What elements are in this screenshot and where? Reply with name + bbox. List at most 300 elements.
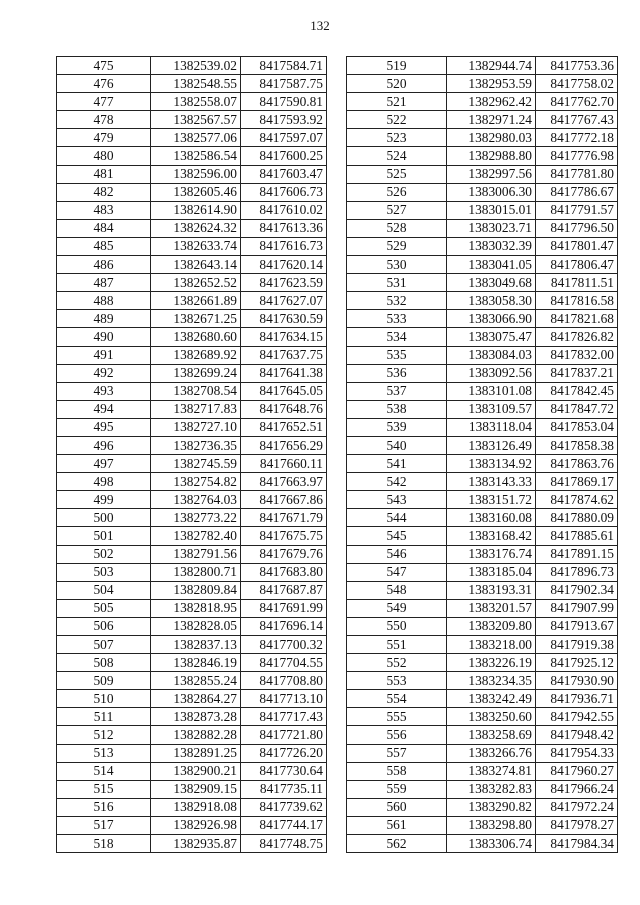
y-coordinate: 8417667.86 xyxy=(241,491,327,509)
table-row xyxy=(57,762,327,780)
table-row xyxy=(347,111,618,129)
x-coordinate: 1383185.04 xyxy=(447,563,536,581)
x-coordinate: 1382782.40 xyxy=(151,527,241,545)
y-coordinate: 8417660.11 xyxy=(241,455,327,473)
point-number: 495 xyxy=(57,418,151,436)
point-number: 555 xyxy=(347,708,447,726)
point-number: 519 xyxy=(347,57,447,75)
x-coordinate: 1383290.82 xyxy=(447,798,536,816)
point-number: 491 xyxy=(57,346,151,364)
point-number: 518 xyxy=(57,835,151,853)
x-coordinate: 1382680.60 xyxy=(151,328,241,346)
table-row xyxy=(57,219,327,237)
y-coordinate: 8417606.73 xyxy=(241,183,327,201)
y-coordinate: 8417885.61 xyxy=(536,527,618,545)
x-coordinate: 1383176.74 xyxy=(447,545,536,563)
y-coordinate: 8417837.21 xyxy=(536,364,618,382)
point-number: 500 xyxy=(57,509,151,527)
x-coordinate: 1382633.74 xyxy=(151,237,241,255)
y-coordinate: 8417791.57 xyxy=(536,201,618,219)
x-coordinate: 1382652.52 xyxy=(151,274,241,292)
table-row xyxy=(57,237,327,255)
point-number: 550 xyxy=(347,617,447,635)
x-coordinate: 1383015.01 xyxy=(447,201,536,219)
x-coordinate: 1382689.92 xyxy=(151,346,241,364)
x-coordinate: 1382586.54 xyxy=(151,147,241,165)
table-row xyxy=(347,599,618,617)
y-coordinate: 8417593.92 xyxy=(241,111,327,129)
x-coordinate: 1382727.10 xyxy=(151,418,241,436)
y-coordinate: 8417675.75 xyxy=(241,527,327,545)
point-number: 478 xyxy=(57,111,151,129)
y-coordinate: 8417858.38 xyxy=(536,436,618,454)
x-coordinate: 1382800.71 xyxy=(151,563,241,581)
y-coordinate: 8417704.55 xyxy=(241,654,327,672)
point-number: 488 xyxy=(57,292,151,310)
table-row xyxy=(57,563,327,581)
y-coordinate: 8417786.67 xyxy=(536,183,618,201)
table-row xyxy=(57,835,327,853)
table-row xyxy=(347,256,618,274)
point-number: 484 xyxy=(57,219,151,237)
x-coordinate: 1383226.19 xyxy=(447,654,536,672)
x-coordinate: 1383126.49 xyxy=(447,436,536,454)
x-coordinate: 1382953.59 xyxy=(447,75,536,93)
x-coordinate: 1382855.24 xyxy=(151,672,241,690)
x-coordinate: 1382614.90 xyxy=(151,201,241,219)
table-row xyxy=(57,672,327,690)
point-number: 553 xyxy=(347,672,447,690)
x-coordinate: 1382736.35 xyxy=(151,436,241,454)
table-row xyxy=(347,816,618,834)
x-coordinate: 1383250.60 xyxy=(447,708,536,726)
table-row xyxy=(57,183,327,201)
x-coordinate: 1382971.24 xyxy=(447,111,536,129)
x-coordinate: 1383282.83 xyxy=(447,780,536,798)
table-row xyxy=(57,726,327,744)
y-coordinate: 8417826.82 xyxy=(536,328,618,346)
point-number: 535 xyxy=(347,346,447,364)
x-coordinate: 1382548.55 xyxy=(151,75,241,93)
x-coordinate: 1383160.08 xyxy=(447,509,536,527)
y-coordinate: 8417869.17 xyxy=(536,473,618,491)
point-number: 546 xyxy=(347,545,447,563)
point-number: 509 xyxy=(57,672,151,690)
y-coordinate: 8417663.97 xyxy=(241,473,327,491)
x-coordinate: 1382926.98 xyxy=(151,816,241,834)
table-row xyxy=(347,744,618,762)
x-coordinate: 1382873.28 xyxy=(151,708,241,726)
x-coordinate: 1383118.04 xyxy=(447,418,536,436)
point-number: 554 xyxy=(347,690,447,708)
point-number: 492 xyxy=(57,364,151,382)
point-number: 525 xyxy=(347,165,447,183)
y-coordinate: 8417880.09 xyxy=(536,509,618,527)
table-row xyxy=(347,382,618,400)
point-number: 515 xyxy=(57,780,151,798)
x-coordinate: 1383151.72 xyxy=(447,491,536,509)
point-number: 561 xyxy=(347,816,447,834)
y-coordinate: 8417597.07 xyxy=(241,129,327,147)
point-number: 533 xyxy=(347,310,447,328)
y-coordinate: 8417721.80 xyxy=(241,726,327,744)
x-coordinate: 1383092.56 xyxy=(447,364,536,382)
table-row xyxy=(347,509,618,527)
x-coordinate: 1382671.25 xyxy=(151,310,241,328)
point-number: 487 xyxy=(57,274,151,292)
table-row xyxy=(57,798,327,816)
y-coordinate: 8417683.80 xyxy=(241,563,327,581)
y-coordinate: 8417627.07 xyxy=(241,292,327,310)
y-coordinate: 8417744.17 xyxy=(241,816,327,834)
point-number: 557 xyxy=(347,744,447,762)
x-coordinate: 1383266.76 xyxy=(447,744,536,762)
point-number: 559 xyxy=(347,780,447,798)
point-number: 511 xyxy=(57,708,151,726)
y-coordinate: 8417652.51 xyxy=(241,418,327,436)
table-row xyxy=(347,581,618,599)
coordinates-table-left xyxy=(56,56,327,853)
point-number: 479 xyxy=(57,129,151,147)
table-row xyxy=(347,436,618,454)
table-row xyxy=(347,147,618,165)
point-number: 504 xyxy=(57,581,151,599)
point-number: 493 xyxy=(57,382,151,400)
table-row xyxy=(347,473,618,491)
table-row xyxy=(347,346,618,364)
y-coordinate: 8417972.24 xyxy=(536,798,618,816)
point-number: 541 xyxy=(347,455,447,473)
y-coordinate: 8417679.76 xyxy=(241,545,327,563)
y-coordinate: 8417984.34 xyxy=(536,835,618,853)
point-number: 523 xyxy=(347,129,447,147)
table-row xyxy=(347,310,618,328)
x-coordinate: 1382754.82 xyxy=(151,473,241,491)
x-coordinate: 1382891.25 xyxy=(151,744,241,762)
x-coordinate: 1382605.46 xyxy=(151,183,241,201)
x-coordinate: 1382837.13 xyxy=(151,636,241,654)
table-row xyxy=(57,581,327,599)
x-coordinate: 1383023.71 xyxy=(447,219,536,237)
point-number: 556 xyxy=(347,726,447,744)
y-coordinate: 8417739.62 xyxy=(241,798,327,816)
point-number: 481 xyxy=(57,165,151,183)
x-coordinate: 1382900.21 xyxy=(151,762,241,780)
point-number: 543 xyxy=(347,491,447,509)
y-coordinate: 8417753.36 xyxy=(536,57,618,75)
x-coordinate: 1383134.92 xyxy=(447,455,536,473)
x-coordinate: 1383193.31 xyxy=(447,581,536,599)
point-number: 483 xyxy=(57,201,151,219)
point-number: 502 xyxy=(57,545,151,563)
y-coordinate: 8417616.73 xyxy=(241,237,327,255)
x-coordinate: 1382558.07 xyxy=(151,93,241,111)
point-number: 528 xyxy=(347,219,447,237)
table-row xyxy=(57,129,327,147)
y-coordinate: 8417891.15 xyxy=(536,545,618,563)
y-coordinate: 8417610.02 xyxy=(241,201,327,219)
x-coordinate: 1382596.00 xyxy=(151,165,241,183)
table-row xyxy=(347,274,618,292)
table-row xyxy=(347,57,618,75)
table-row xyxy=(57,75,327,93)
point-number: 508 xyxy=(57,654,151,672)
table-row xyxy=(347,237,618,255)
table-row xyxy=(57,690,327,708)
point-number: 540 xyxy=(347,436,447,454)
point-number: 480 xyxy=(57,147,151,165)
point-number: 560 xyxy=(347,798,447,816)
y-coordinate: 8417758.02 xyxy=(536,75,618,93)
x-coordinate: 1382699.24 xyxy=(151,364,241,382)
y-coordinate: 8417847.72 xyxy=(536,400,618,418)
x-coordinate: 1383306.74 xyxy=(447,835,536,853)
point-number: 522 xyxy=(347,111,447,129)
table-row xyxy=(347,527,618,545)
y-coordinate: 8417735.11 xyxy=(241,780,327,798)
point-number: 510 xyxy=(57,690,151,708)
y-coordinate: 8417832.00 xyxy=(536,346,618,364)
y-coordinate: 8417821.68 xyxy=(536,310,618,328)
y-coordinate: 8417620.14 xyxy=(241,256,327,274)
table-row xyxy=(57,346,327,364)
x-coordinate: 1382717.83 xyxy=(151,400,241,418)
table-row xyxy=(57,780,327,798)
y-coordinate: 8417842.45 xyxy=(536,382,618,400)
x-coordinate: 1382944.74 xyxy=(447,57,536,75)
table-row xyxy=(347,418,618,436)
point-number: 521 xyxy=(347,93,447,111)
table-row xyxy=(57,509,327,527)
x-coordinate: 1383041.05 xyxy=(447,256,536,274)
table-row xyxy=(57,292,327,310)
table-row xyxy=(57,274,327,292)
y-coordinate: 8417919.38 xyxy=(536,636,618,654)
point-number: 524 xyxy=(347,147,447,165)
x-coordinate: 1383274.81 xyxy=(447,762,536,780)
table-row xyxy=(347,545,618,563)
y-coordinate: 8417874.62 xyxy=(536,491,618,509)
table-row xyxy=(57,816,327,834)
x-coordinate: 1382962.42 xyxy=(447,93,536,111)
table-row xyxy=(57,328,327,346)
y-coordinate: 8417978.27 xyxy=(536,816,618,834)
table-row xyxy=(347,491,618,509)
point-number: 547 xyxy=(347,563,447,581)
table-row xyxy=(57,636,327,654)
table-row xyxy=(347,201,618,219)
point-number: 490 xyxy=(57,328,151,346)
x-coordinate: 1383143.33 xyxy=(447,473,536,491)
x-coordinate: 1382935.87 xyxy=(151,835,241,853)
x-coordinate: 1383209.80 xyxy=(447,617,536,635)
y-coordinate: 8417656.29 xyxy=(241,436,327,454)
point-number: 520 xyxy=(347,75,447,93)
x-coordinate: 1383049.68 xyxy=(447,274,536,292)
point-number: 476 xyxy=(57,75,151,93)
x-coordinate: 1382809.84 xyxy=(151,581,241,599)
table-row xyxy=(57,165,327,183)
point-number: 514 xyxy=(57,762,151,780)
y-coordinate: 8417907.99 xyxy=(536,599,618,617)
point-number: 506 xyxy=(57,617,151,635)
table-row xyxy=(347,636,618,654)
point-number: 513 xyxy=(57,744,151,762)
table-row xyxy=(57,473,327,491)
y-coordinate: 8417730.64 xyxy=(241,762,327,780)
table-row xyxy=(57,744,327,762)
table-row xyxy=(347,708,618,726)
y-coordinate: 8417637.75 xyxy=(241,346,327,364)
y-coordinate: 8417902.34 xyxy=(536,581,618,599)
point-number: 527 xyxy=(347,201,447,219)
table-row xyxy=(57,455,327,473)
point-number: 558 xyxy=(347,762,447,780)
table-row xyxy=(347,617,618,635)
point-number: 551 xyxy=(347,636,447,654)
y-coordinate: 8417806.47 xyxy=(536,256,618,274)
y-coordinate: 8417717.43 xyxy=(241,708,327,726)
x-coordinate: 1382773.22 xyxy=(151,509,241,527)
point-number: 494 xyxy=(57,400,151,418)
x-coordinate: 1382661.89 xyxy=(151,292,241,310)
y-coordinate: 8417691.99 xyxy=(241,599,327,617)
point-number: 517 xyxy=(57,816,151,834)
x-coordinate: 1383032.39 xyxy=(447,237,536,255)
x-coordinate: 1383075.47 xyxy=(447,328,536,346)
y-coordinate: 8417696.14 xyxy=(241,617,327,635)
coordinates-table-right xyxy=(346,56,618,853)
table-row xyxy=(57,491,327,509)
y-coordinate: 8417603.47 xyxy=(241,165,327,183)
table-row xyxy=(57,527,327,545)
y-coordinate: 8417613.36 xyxy=(241,219,327,237)
x-coordinate: 1382997.56 xyxy=(447,165,536,183)
point-number: 529 xyxy=(347,237,447,255)
x-coordinate: 1383084.03 xyxy=(447,346,536,364)
y-coordinate: 8417925.12 xyxy=(536,654,618,672)
table-row xyxy=(347,165,618,183)
point-number: 482 xyxy=(57,183,151,201)
table-row xyxy=(347,183,618,201)
y-coordinate: 8417811.51 xyxy=(536,274,618,292)
point-number: 545 xyxy=(347,527,447,545)
point-number: 537 xyxy=(347,382,447,400)
point-number: 512 xyxy=(57,726,151,744)
x-coordinate: 1382567.57 xyxy=(151,111,241,129)
table-row xyxy=(347,726,618,744)
y-coordinate: 8417801.47 xyxy=(536,237,618,255)
point-number: 534 xyxy=(347,328,447,346)
y-coordinate: 8417954.33 xyxy=(536,744,618,762)
table-row xyxy=(347,292,618,310)
y-coordinate: 8417700.32 xyxy=(241,636,327,654)
x-coordinate: 1382918.08 xyxy=(151,798,241,816)
x-coordinate: 1382624.32 xyxy=(151,219,241,237)
point-number: 532 xyxy=(347,292,447,310)
x-coordinate: 1382828.05 xyxy=(151,617,241,635)
point-number: 485 xyxy=(57,237,151,255)
table-row xyxy=(347,690,618,708)
point-number: 497 xyxy=(57,455,151,473)
x-coordinate: 1383234.35 xyxy=(447,672,536,690)
y-coordinate: 8417645.05 xyxy=(241,382,327,400)
table-row xyxy=(347,400,618,418)
y-coordinate: 8417776.98 xyxy=(536,147,618,165)
y-coordinate: 8417960.27 xyxy=(536,762,618,780)
y-coordinate: 8417896.73 xyxy=(536,563,618,581)
x-coordinate: 1383218.00 xyxy=(447,636,536,654)
y-coordinate: 8417762.70 xyxy=(536,93,618,111)
table-row xyxy=(347,129,618,147)
y-coordinate: 8417687.87 xyxy=(241,581,327,599)
y-coordinate: 8417590.81 xyxy=(241,93,327,111)
y-coordinate: 8417796.50 xyxy=(536,219,618,237)
x-coordinate: 1382818.95 xyxy=(151,599,241,617)
point-number: 549 xyxy=(347,599,447,617)
table-row xyxy=(347,780,618,798)
x-coordinate: 1383006.30 xyxy=(447,183,536,201)
point-number: 507 xyxy=(57,636,151,654)
point-number: 544 xyxy=(347,509,447,527)
table-row xyxy=(57,147,327,165)
point-number: 496 xyxy=(57,436,151,454)
point-number: 499 xyxy=(57,491,151,509)
point-number: 526 xyxy=(347,183,447,201)
y-coordinate: 8417853.04 xyxy=(536,418,618,436)
table-row xyxy=(57,418,327,436)
point-number: 501 xyxy=(57,527,151,545)
y-coordinate: 8417936.71 xyxy=(536,690,618,708)
x-coordinate: 1382539.02 xyxy=(151,57,241,75)
y-coordinate: 8417648.76 xyxy=(241,400,327,418)
point-number: 562 xyxy=(347,835,447,853)
y-coordinate: 8417748.75 xyxy=(241,835,327,853)
y-coordinate: 8417587.75 xyxy=(241,75,327,93)
table-row xyxy=(347,364,618,382)
y-coordinate: 8417913.67 xyxy=(536,617,618,635)
point-number: 542 xyxy=(347,473,447,491)
point-number: 477 xyxy=(57,93,151,111)
point-number: 505 xyxy=(57,599,151,617)
y-coordinate: 8417708.80 xyxy=(241,672,327,690)
point-number: 531 xyxy=(347,274,447,292)
table-row xyxy=(347,835,618,853)
point-number: 516 xyxy=(57,798,151,816)
point-number: 498 xyxy=(57,473,151,491)
x-coordinate: 1382988.80 xyxy=(447,147,536,165)
x-coordinate: 1383242.49 xyxy=(447,690,536,708)
y-coordinate: 8417948.42 xyxy=(536,726,618,744)
table-row xyxy=(347,798,618,816)
table-row xyxy=(57,310,327,328)
table-row xyxy=(57,708,327,726)
x-coordinate: 1383168.42 xyxy=(447,527,536,545)
y-coordinate: 8417816.58 xyxy=(536,292,618,310)
point-number: 503 xyxy=(57,563,151,581)
x-coordinate: 1382643.14 xyxy=(151,256,241,274)
y-coordinate: 8417600.25 xyxy=(241,147,327,165)
table-row xyxy=(57,382,327,400)
point-number: 539 xyxy=(347,418,447,436)
y-coordinate: 8417584.71 xyxy=(241,57,327,75)
table-row xyxy=(57,599,327,617)
y-coordinate: 8417966.24 xyxy=(536,780,618,798)
x-coordinate: 1382864.27 xyxy=(151,690,241,708)
y-coordinate: 8417930.90 xyxy=(536,672,618,690)
table-row xyxy=(57,364,327,382)
point-number: 536 xyxy=(347,364,447,382)
